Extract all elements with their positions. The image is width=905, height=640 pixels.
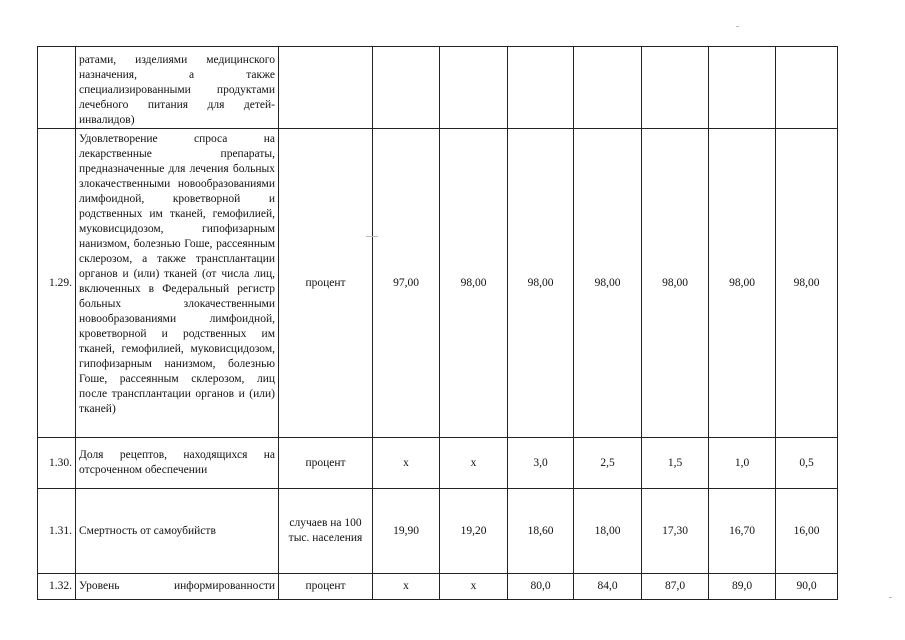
value-cell: 87,0	[642, 574, 709, 600]
value-cell: 98,00	[642, 129, 709, 438]
value-cell	[440, 47, 508, 129]
value-cell: 19,90	[373, 489, 440, 574]
row-number: 1.30.	[38, 438, 76, 489]
scan-speck	[366, 236, 378, 237]
indicator-name: Уровень информированности	[76, 574, 279, 600]
unit-cell: процент	[279, 438, 373, 489]
value-cell: х	[373, 574, 440, 600]
value-cell: 89,0	[709, 574, 776, 600]
value-cell: х	[373, 438, 440, 489]
value-cell: 1,5	[642, 438, 709, 489]
table-row-1-32	[38, 574, 838, 600]
row-number: 1.29.	[38, 129, 76, 438]
value-cell: 17,30	[642, 489, 709, 574]
value-cell: 1,0	[709, 438, 776, 489]
row-number: 1.32.	[38, 574, 76, 600]
table-row-continuation	[38, 47, 838, 129]
unit-cell: процент	[279, 574, 373, 600]
row-number	[38, 47, 76, 129]
value-cell: 80,0	[508, 574, 574, 600]
value-cell	[508, 47, 574, 129]
row-number: 1.31.	[38, 489, 76, 574]
indicators-table	[37, 46, 838, 600]
value-cell: 3,0	[508, 438, 574, 489]
indicator-name: Удовлетворение спроса на лекарственные препараты, предназначенные для лечения больных злокачественными новообразованиями лимфоидной, кроветворной и родственных им тканей, гемофилией, муковисцидозом, гипофизарным нанизмом, болезнью Гоше, рассеянным склерозом, а также трансплантации органов и (или) тканей (от числа лиц, включенных в Федеральный регистр больных злокачественными новообразованиями лимфоидной, кроветворной и родственных им тканей, гемофилией, муковисцидозом, гипофизарным нанизмом, болезнью Гоше, рассеянным склерозом, лиц после трансплантации органов и (или) тканей)	[76, 129, 279, 438]
unit-cell: случаев на 100 тыс. населения	[279, 489, 373, 574]
value-cell: 97,00	[373, 129, 440, 438]
value-cell	[776, 47, 838, 129]
value-cell: 16,00	[776, 489, 838, 574]
unit-cell: процент	[279, 129, 373, 438]
table-row-1-31	[38, 489, 838, 574]
scan-speck	[889, 597, 892, 598]
value-cell: 98,00	[709, 129, 776, 438]
unit-cell	[279, 47, 373, 129]
value-cell: 16,70	[709, 489, 776, 574]
indicator-name: ратами, изделиями медицинского назначения, а также специализированными продуктами лечебного питания для детей-инвалидов)	[76, 47, 279, 129]
indicator-name: Доля рецептов, находящихся на отсроченном обеспечении	[76, 438, 279, 489]
value-cell: 2,5	[574, 438, 642, 489]
value-cell	[642, 47, 709, 129]
table-row-1-29	[38, 129, 838, 438]
value-cell: 98,00	[574, 129, 642, 438]
value-cell: х	[440, 574, 508, 600]
value-cell: 18,00	[574, 489, 642, 574]
scan-speck	[736, 26, 739, 27]
value-cell: 98,00	[776, 129, 838, 438]
value-cell: х	[440, 438, 508, 489]
value-cell: 19,20	[440, 489, 508, 574]
value-cell: 90,0	[776, 574, 838, 600]
value-cell: 18,60	[508, 489, 574, 574]
value-cell: 98,00	[508, 129, 574, 438]
value-cell	[373, 47, 440, 129]
value-cell: 0,5	[776, 438, 838, 489]
value-cell	[574, 47, 642, 129]
value-cell: 84,0	[574, 574, 642, 600]
indicator-name: Смертность от самоубийств	[76, 489, 279, 574]
table-row-1-30	[38, 438, 838, 489]
value-cell	[709, 47, 776, 129]
value-cell: 98,00	[440, 129, 508, 438]
